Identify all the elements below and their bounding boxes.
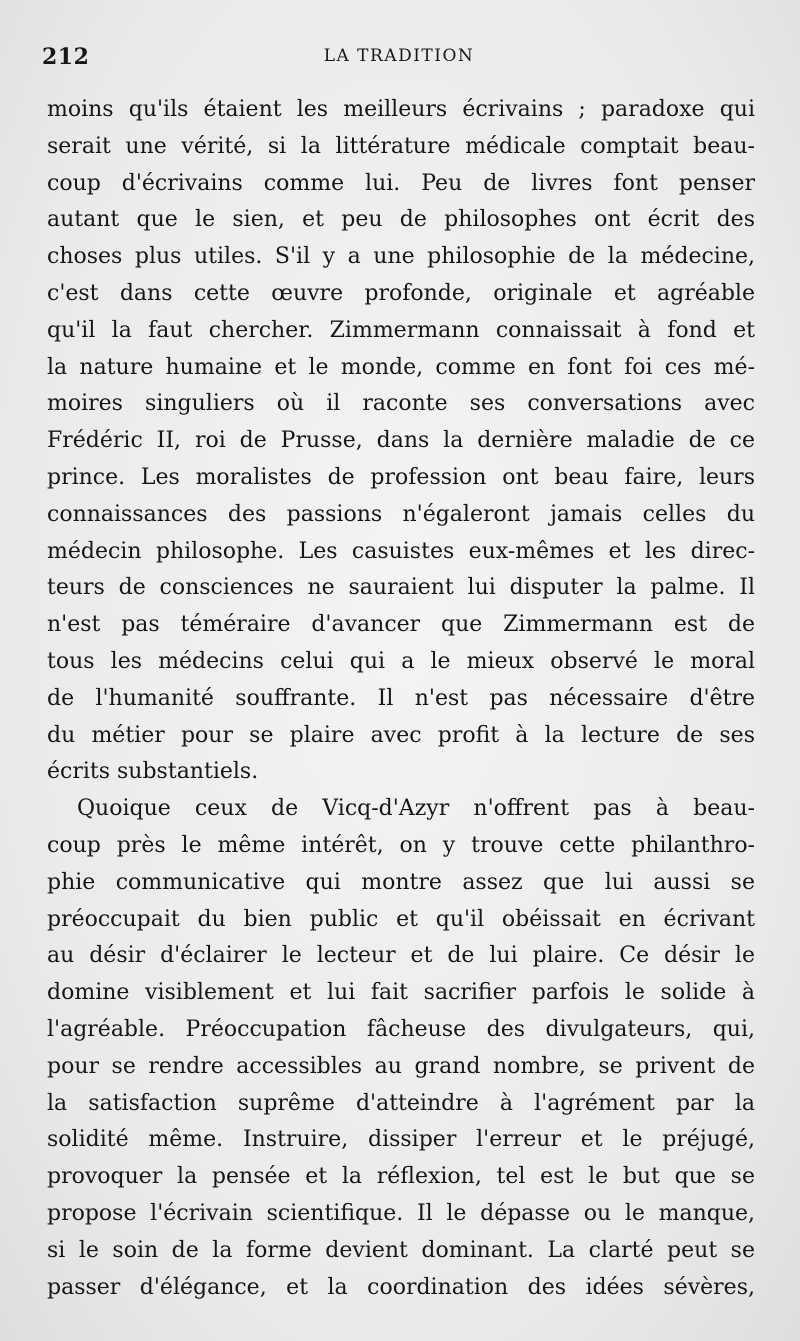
text-line: si le soin de la forme devient dominant. La clarté peut se — [47, 1237, 755, 1263]
body-text — [47, 92, 755, 1306]
running-head: LA TRADITION — [323, 46, 475, 66]
text-line: moires singuliers où il raconte ses conversations avec — [47, 391, 755, 417]
text-line: médecin philosophe. Les casuistes eux-mêmes et les direc- — [47, 538, 755, 564]
text-line: domine visiblement et lui fait sacrifier parfois le solide à — [47, 980, 755, 1006]
text-line: la nature humaine et le monde, comme en font foi ces mé- — [47, 354, 755, 380]
text-line: coup près le même intérêt, on y trouve cette philanthro- — [47, 832, 755, 858]
page-number: 212 — [42, 44, 90, 70]
text-line: choses plus utiles. S'il y a une philosophie de la médecine, — [47, 244, 755, 270]
text-line: connaissances des passions n'égaleront jamais celles du — [47, 501, 755, 527]
text-line: pour se rendre accessibles au grand nombre, se privent de — [47, 1053, 755, 1079]
text-line: prince. Les moralistes de profession ont beau faire, leurs — [47, 464, 755, 490]
text-line: la satisfaction suprême d'atteindre à l'agrément par la — [47, 1090, 755, 1116]
text-line: moins qu'ils étaient les meilleurs écrivains ; paradoxe qui — [47, 97, 755, 122]
text-line: du métier pour se plaire avec profit à la lecture de ses — [47, 722, 755, 748]
text-line: solidité même. Instruire, dissiper l'erreur et le préjugé, — [47, 1127, 755, 1153]
text-line: teurs de consciences ne sauraient lui disputer la palme. Il — [47, 575, 755, 601]
text-line: qu'il la faut chercher. Zimmermann connaissait à fond et — [47, 317, 755, 343]
text-line: au désir d'éclairer le lecteur et de lui plaire. Ce désir le — [47, 943, 755, 969]
text-line: provoquer la pensée et la réflexion, tel est le but que se — [47, 1164, 755, 1190]
text-line: c'est dans cette œuvre profonde, originale et agréable — [47, 280, 755, 306]
text-line: l'agréable. Préoccupation fâcheuse des divulgateurs, qui, — [47, 1016, 755, 1042]
text-line: Frédéric II, roi de Prusse, dans la dernière maladie de ce — [47, 428, 755, 454]
text-line: propose l'écrivain scientifique. Il le dépasse ou le manque, — [47, 1200, 755, 1226]
text-line: de l'humanité souffrante. Il n'est pas nécessaire d'être — [47, 685, 755, 711]
text-line: tous les médecins celui qui a le mieux observé le moral — [47, 648, 755, 674]
text-line: serait une vérité, si la littérature médicale comptait beau- — [47, 133, 755, 159]
text-line: préoccupait du bien public et qu'il obéissait en écrivant — [47, 906, 755, 932]
text-line: coup d'écrivains comme lui. Peu de livres font penser — [47, 170, 755, 196]
page-header — [42, 44, 756, 74]
text-line: n'est pas téméraire d'avancer que Zimmermann est de — [47, 612, 755, 638]
paragraph-last-line: écrits substantiels. — [47, 759, 259, 785]
text-line: passer d'élégance, et la coordination des idées sévères, — [47, 1274, 755, 1300]
text-line: autant que le sien, et peu de philosophes ont écrit des — [47, 207, 755, 233]
paragraph-first-line: Quoique ceux de Vicq-d'Azyr n'offrent pas à beau- — [77, 796, 755, 822]
text-line: phie communicative qui montre assez que lui aussi se — [47, 869, 755, 895]
